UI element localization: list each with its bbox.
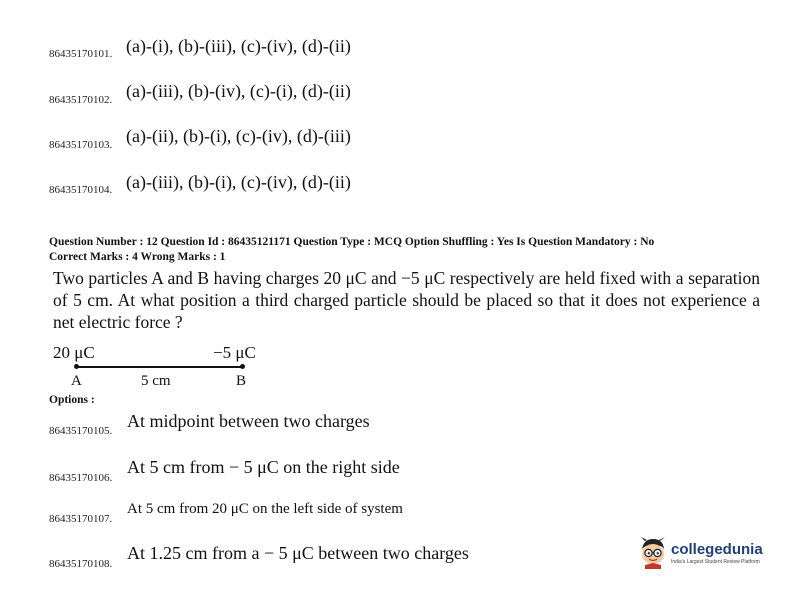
point-b-dot — [240, 364, 245, 369]
separation-line — [76, 366, 243, 368]
options-heading: Options : — [49, 394, 95, 406]
question-marks: Correct Marks : 4 Wrong Marks : 1 — [49, 251, 226, 263]
question-meta: Question Number : 12 Question Id : 86435121171 Question Type : MCQ Option Shuffling : Yes Is Question Mandatory : No — [49, 236, 655, 248]
prev-option-3-id: 86435170103. — [49, 139, 113, 151]
prev-option-4-text: (a)-(iii), (b)-(i), (c)-(iv), (d)-(ii) — [126, 172, 351, 192]
prev-option-3-text: (a)-(ii), (b)-(i), (c)-(iv), (d)-(iii) — [126, 126, 351, 146]
prev-option-2-id: 86435170102. — [49, 94, 113, 106]
option-4-text: At 1.25 cm from a − 5 μC between two charges — [127, 543, 469, 563]
prev-option-2-text: (a)-(iii), (b)-(iv), (c)-(i), (d)-(ii) — [126, 81, 351, 101]
logo-name: collegedunia — [671, 541, 763, 558]
prev-option-1-text: (a)-(i), (b)-(iii), (c)-(iv), (d)-(ii) — [126, 36, 351, 56]
charge-a-label: 20 μC — [53, 343, 95, 362]
distance-label: 5 cm — [141, 373, 171, 389]
option-1-text: At midpoint between two charges — [127, 411, 370, 431]
logo-tagline: India's Largest Student Review Platform — [671, 559, 760, 565]
mascot-icon — [636, 535, 670, 569]
option-3-text: At 5 cm from 20 μC on the left side of system — [127, 501, 403, 517]
option-2-text: At 5 cm from − 5 μC on the right side — [127, 457, 400, 477]
option-1-id: 86435170105. — [49, 425, 113, 437]
option-2-id: 86435170106. — [49, 472, 113, 484]
prev-option-1-id: 86435170101. — [49, 48, 113, 60]
point-a-label: A — [71, 373, 82, 389]
option-4-id: 86435170108. — [49, 558, 113, 570]
point-b-label: B — [236, 373, 247, 389]
option-3-id: 86435170107. — [49, 513, 113, 525]
question-text: Two particles A and B having charges 20 μC and −5 μC respectively are held fixed with a separation of 5 cm. At what position a third charged particle should be placed so that it does not experience a net electric force ? — [53, 268, 760, 332]
charge-b-label: −5 μC — [213, 343, 256, 362]
prev-option-4-id: 86435170104. — [49, 184, 113, 196]
